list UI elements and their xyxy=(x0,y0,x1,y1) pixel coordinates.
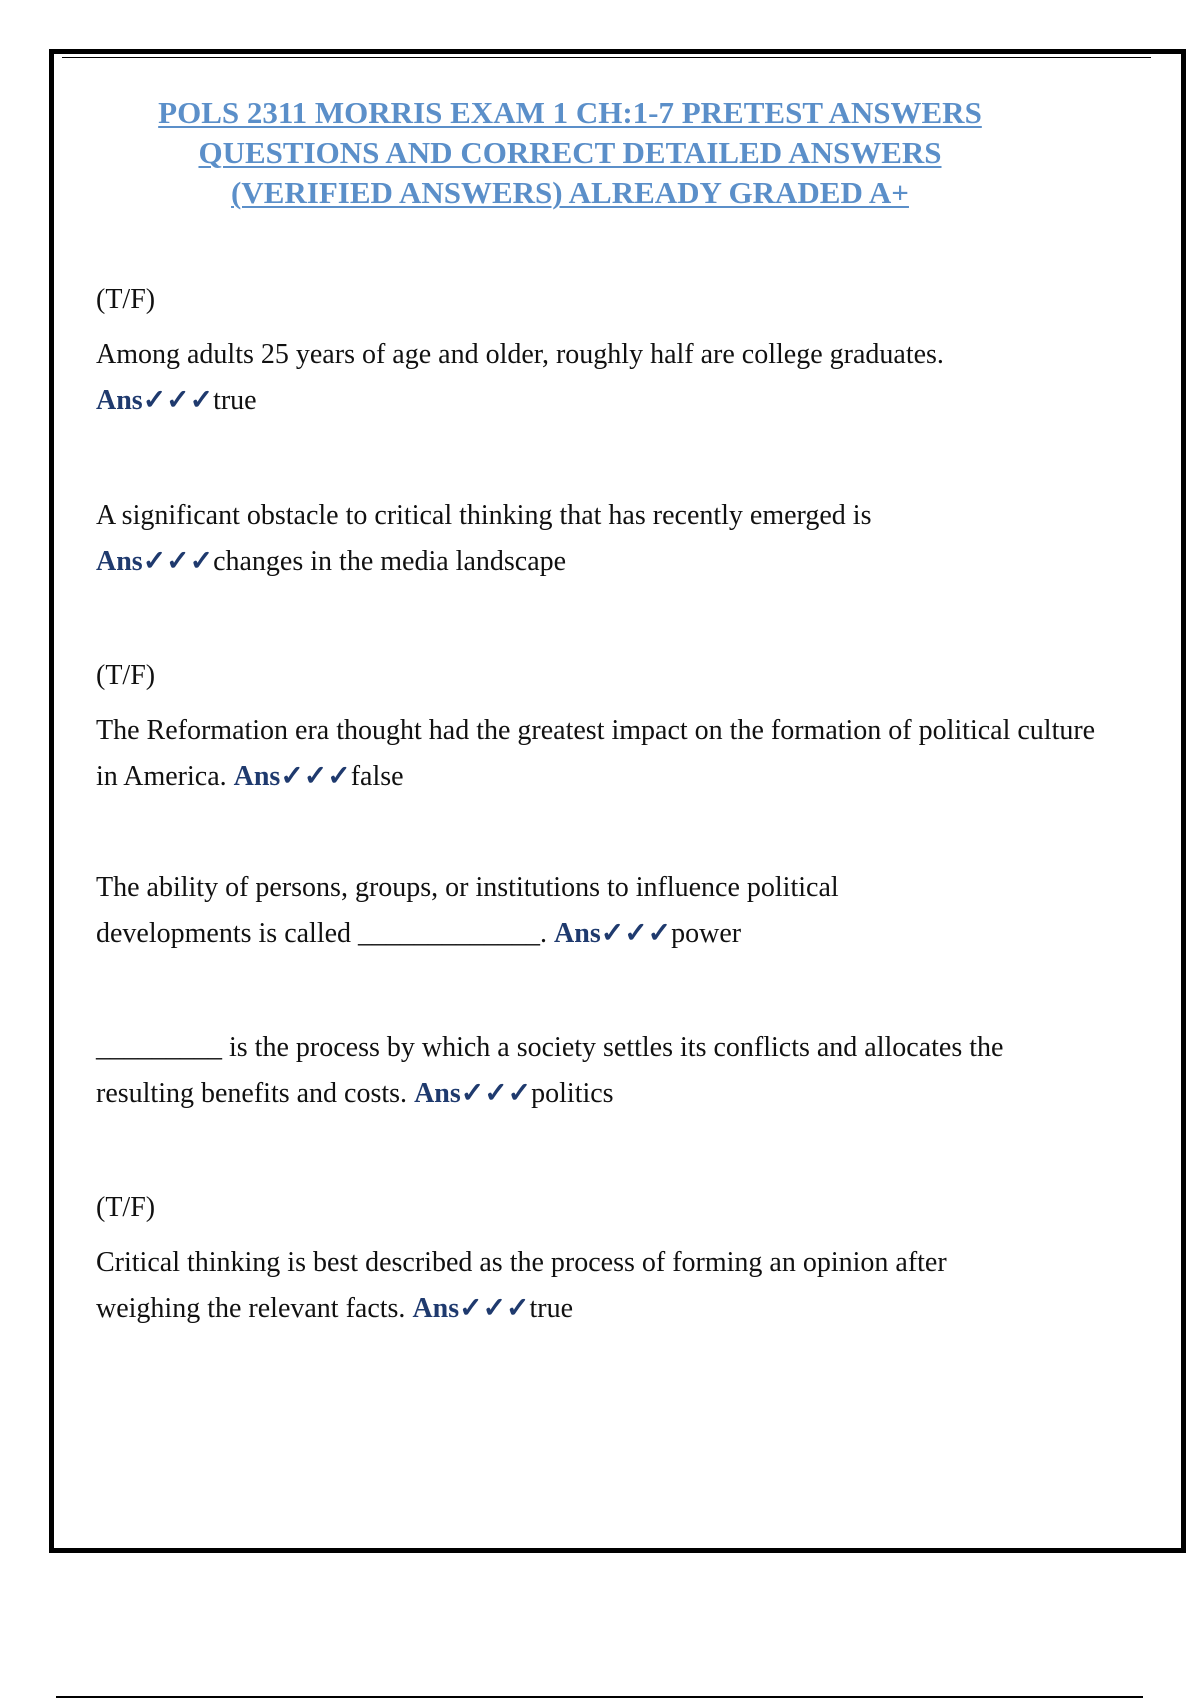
question-body: Critical thinking is best described as the process of forming an opinion after weighing the relevant facts. xyxy=(96,1247,947,1324)
question-text xyxy=(96,1025,1016,1117)
bottom-divider xyxy=(56,1696,1143,1698)
question-text xyxy=(96,1240,1056,1332)
ans-label: Ans✓✓✓ xyxy=(414,1078,532,1109)
answer-text: true xyxy=(529,1293,574,1324)
title-line-1: POLS 2311 MORRIS EXAM 1 CH:1-7 PRETEST ANSWERS xyxy=(158,95,982,130)
question-text xyxy=(96,708,1096,800)
question-text xyxy=(96,493,1056,585)
title-line-2: QUESTIONS AND CORRECT DETAILED ANSWERS xyxy=(198,135,942,170)
ans-label: Ans✓✓✓ xyxy=(554,918,672,949)
answer-text: power xyxy=(671,918,742,949)
question-body: Among adults 25 years of age and older, roughly half are college graduates. xyxy=(96,339,944,370)
ans-label: Ans✓✓✓ xyxy=(96,385,214,416)
title-line-3: (VERIFIED ANSWERS) ALREADY GRADED A+ xyxy=(231,175,909,210)
ans-label: Ans✓✓✓ xyxy=(412,1293,530,1324)
question-block xyxy=(96,1025,1096,1117)
answer-text: changes in the media landscape xyxy=(213,546,567,577)
question-text xyxy=(96,332,976,424)
question-type-label: (T/F) xyxy=(96,284,156,315)
question-block xyxy=(96,658,1096,800)
ans-label: Ans✓✓✓ xyxy=(233,761,351,792)
top-double-rule xyxy=(62,57,1151,58)
question-body: _________ is the process by which a society settles its conflicts and allocates the resulting benefits and costs. xyxy=(96,1032,1004,1109)
question-body: The ability of persons, groups, or institutions to influence political developments is called _____________. xyxy=(96,872,839,949)
question-block xyxy=(96,282,1096,424)
answer-text: politics xyxy=(531,1078,614,1109)
document-title xyxy=(100,93,1040,213)
question-block xyxy=(96,493,1096,585)
answer-text: false xyxy=(350,761,404,792)
question-block xyxy=(96,1190,1096,1332)
ans-label: Ans✓✓✓ xyxy=(96,546,214,577)
answer-text: true xyxy=(213,385,257,416)
question-type-label: (T/F) xyxy=(96,1192,156,1223)
question-body: A significant obstacle to critical thinking that has recently emerged is xyxy=(96,500,872,531)
question-type-label: (T/F) xyxy=(96,660,156,691)
question-block xyxy=(96,865,1096,957)
question-text xyxy=(96,865,976,957)
question-body: The Reformation era thought had the greatest impact on the formation of political culture in America. xyxy=(96,715,1096,792)
